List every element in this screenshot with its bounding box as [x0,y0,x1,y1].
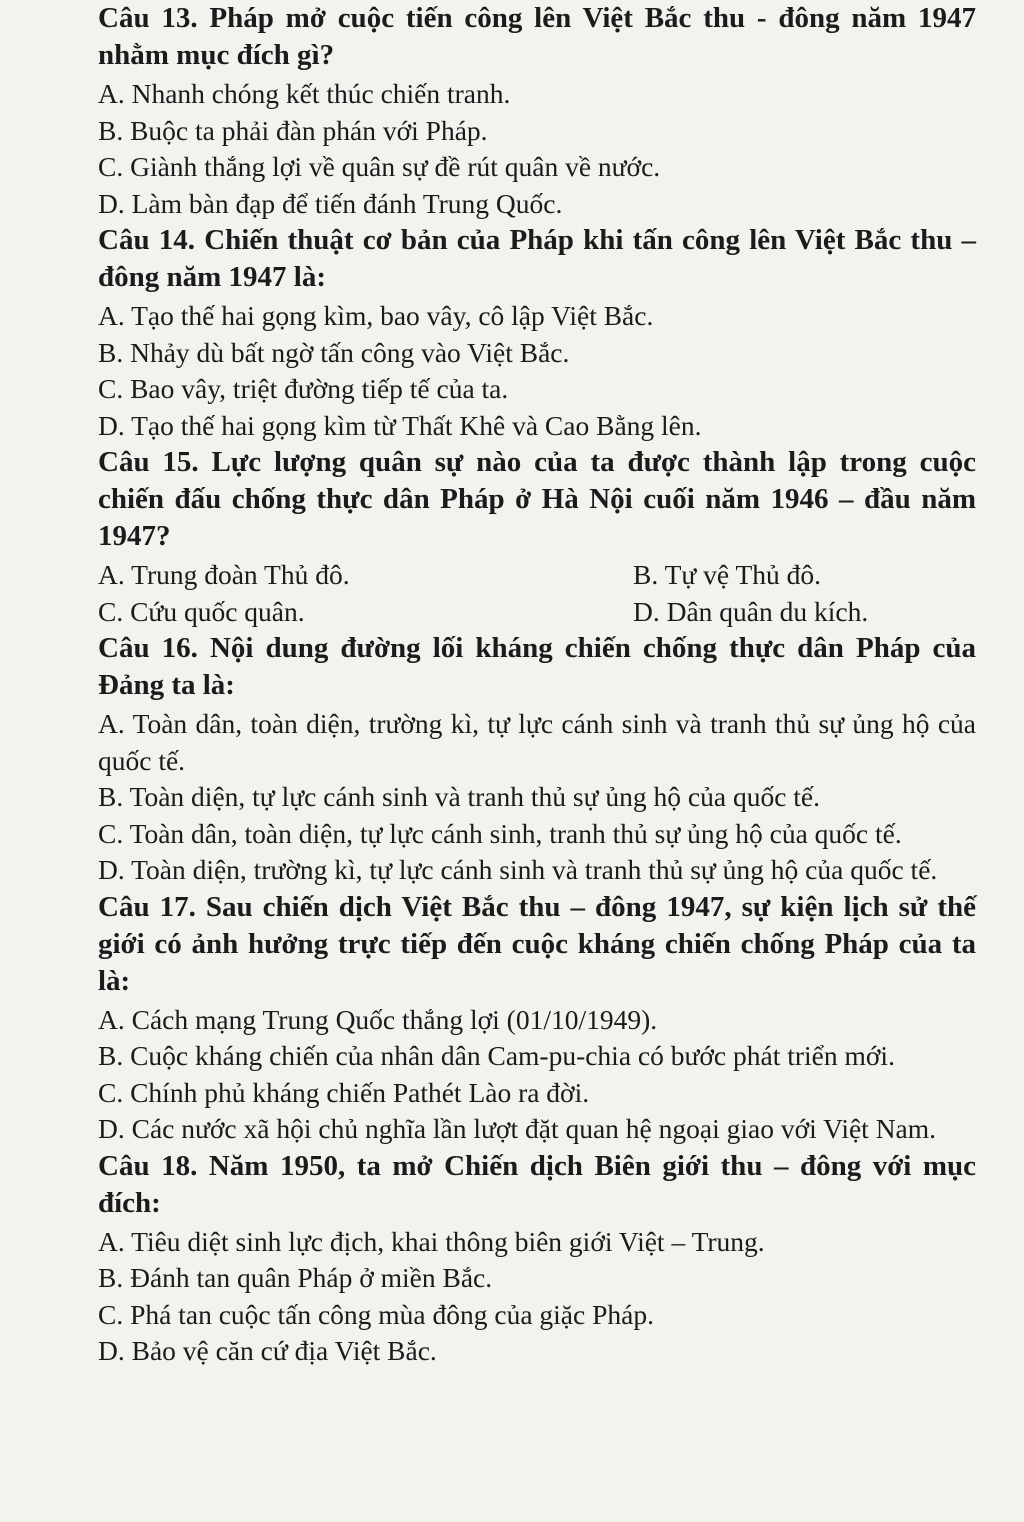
question-16-text: Nội dung đường lối kháng chiến chống thực dân Pháp của Đảng ta là: [98,632,977,701]
question-17-option-a: A. Cách mạng Trung Quốc thắng lợi (01/10/1949). [98,1003,658,1035]
question-16-title [98,630,976,704]
question-14 [98,222,976,444]
question-15-option-d: D. Dân quân du kích. [633,595,869,627]
question-17 [98,889,976,1148]
question-17-number: Câu 17. [98,890,196,923]
question-13-option-d: D. Làm bàn đạp để tiến đánh Trung Quốc. [98,187,563,219]
question-16-option-b: B. Toàn diện, tự lực cánh sinh và tranh thủ sự ủng hộ của quốc tế. [98,781,820,812]
question-18 [98,1148,976,1370]
question-17-title [98,889,976,1000]
question-17-option-b: B. Cuộc kháng chiến của nhân dân Cam-pu-chia có bước phát triển mới. [98,1040,895,1071]
question-14-text: Chiến thuật cơ bản của Pháp khi tấn công lên Việt Bắc thu – đông năm 1947 là: [98,224,977,293]
question-13-option-a: A. Nhanh chóng kết thúc chiến tranh. [98,78,511,109]
question-18-option-d: D. Bảo vệ căn cứ địa Việt Bắc. [98,1335,437,1366]
question-14-option-b: B. Nhảy dù bất ngờ tấn công vào Việt Bắc. [98,336,570,368]
question-13-text: Pháp mở cuộc tiến công lên Việt Bắc thu - đông năm 1947 nhằm mục đích gì? [98,2,977,71]
question-13-option-c: C. Giành thắng lợi về quân sự đề rút quân về nước. [98,151,661,182]
question-15-options-row-1 [98,557,976,594]
question-17-option-d: D. Các nước xã hội chủ nghĩa lần lượt đặt quan hệ ngoại giao với Việt Nam. [98,1113,937,1144]
question-16-option-a: A. Toàn dân, toàn diện, trường kì, tự lực cánh sinh và tranh thủ sự ủng hộ của quốc tế. [98,708,976,776]
question-18-option-b: B. Đánh tan quân Pháp ở miền Bắc. [98,1262,493,1293]
question-18-option-a: A. Tiêu diệt sinh lực địch, khai thông biên giới Việt – Trung. [98,1225,765,1257]
question-13-title [98,0,976,74]
question-16-number: Câu 16. [98,632,198,664]
question-15 [98,444,976,630]
question-14-number: Câu 14. [98,224,195,256]
question-13 [98,0,976,222]
question-15-option-a: A. Trung đoàn Thủ đô. [98,559,350,590]
question-16 [98,630,976,889]
question-18-number: Câu 18. [98,1149,198,1182]
question-18-text: Năm 1950, ta mở Chiến dịch Biên giới thu – đông với mục đích: [98,1149,977,1219]
question-17-option-c: C. Chính phủ kháng chiến Pathét Lào ra đời. [98,1076,590,1108]
question-15-option-b: B. Tự vệ Thủ đô. [633,559,822,590]
question-14-option-c: C. Bao vây, triệt đường tiếp tế của ta. [98,373,509,404]
question-18-title [98,1148,976,1222]
question-13-number: Câu 13. [98,2,198,34]
question-16-option-c: C. Toàn dân, toàn diện, tự lực cánh sinh, tranh thủ sự ủng hộ của quốc tế. [98,817,902,849]
question-15-number: Câu 15. [98,446,199,478]
question-17-text: Sau chiến dịch Việt Bắc thu – đông 1947, sự kiện lịch sử thế giới có ảnh hưởng trực tiếp đến cuộc kháng chiến chống Pháp của ta là: [98,890,977,997]
question-16-option-d: D. Toàn diện, trường kì, tự lực cánh sinh và tranh thủ sự ủng hộ của quốc tế. [98,854,938,885]
question-18-option-c: C. Phá tan cuộc tấn công mùa đông của giặc Pháp. [98,1298,654,1330]
question-13-option-b: B. Buộc ta phải đàn phán với Pháp. [98,114,488,146]
question-14-option-a: A. Tạo thế hai gọng kìm, bao vây, cô lập Việt Bắc. [98,300,654,331]
question-15-options-row-2 [98,594,976,631]
question-14-title [98,222,976,296]
question-15-text: Lực lượng quân sự nào của ta được thành lập trong cuộc chiến đấu chống thực dân Pháp ở Hà Nội cuối năm 1946 – đầu năm 1947? [98,446,976,552]
question-15-title [98,444,976,555]
question-15-option-c: C. Cứu quốc quân. [98,595,305,627]
question-14-option-d: D. Tạo thế hai gọng kìm từ Thất Khê và Cao Bằng lên. [98,409,702,441]
